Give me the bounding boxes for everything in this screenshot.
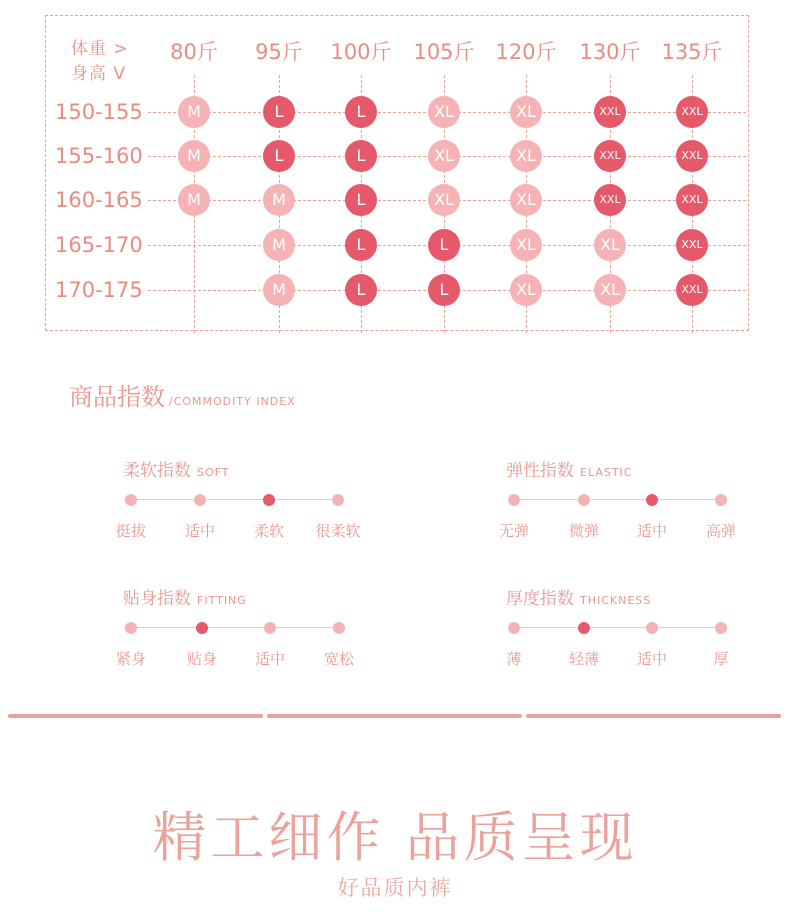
- size-badge: XXL: [594, 140, 626, 172]
- index-dot: [715, 622, 727, 634]
- size-badge: XXL: [676, 184, 708, 216]
- index-title-text: 弹性指数: [506, 461, 574, 481]
- size-badge: XXL: [676, 274, 708, 306]
- index-option-label: 厚: [713, 650, 729, 668]
- size-badge: M: [178, 96, 210, 128]
- size-badge: L: [428, 274, 460, 306]
- index-option-label: 薄: [506, 650, 522, 668]
- index-dot: [578, 494, 590, 506]
- index-option-label: 微弹: [568, 522, 600, 540]
- size-badge: L: [345, 96, 377, 128]
- weight-header: 100斤: [330, 40, 392, 64]
- size-badge: L: [345, 184, 377, 216]
- index-option-label: 无弹: [498, 522, 530, 540]
- index-option-label: 适中: [254, 650, 286, 668]
- headline: 精工细作 品质呈现: [152, 806, 638, 869]
- size-badge: XL: [428, 140, 460, 172]
- commodity-index-title: [69, 377, 296, 412]
- height-label: 160-165: [55, 188, 143, 212]
- index-option-label: 贴身: [186, 650, 218, 668]
- index-track: [131, 499, 338, 500]
- size-badge: XL: [510, 184, 542, 216]
- index-dot: [125, 622, 137, 634]
- index-dot: [715, 494, 727, 506]
- weight-header: 80斤: [170, 40, 218, 64]
- height-label: 165-170: [55, 233, 143, 257]
- index-option-label: 柔软: [253, 522, 285, 540]
- index-title-text: 贴身指数: [123, 589, 191, 609]
- index-title: [506, 584, 651, 609]
- size-badge: M: [178, 184, 210, 216]
- index-title: [123, 584, 247, 609]
- size-badge: XL: [510, 96, 542, 128]
- index-track: [131, 627, 339, 628]
- size-badge: L: [345, 274, 377, 306]
- divider-right: [526, 714, 781, 718]
- weight-header: 105斤: [413, 40, 475, 64]
- height-axis-label: 身高 V: [71, 64, 127, 84]
- size-badge: XXL: [676, 229, 708, 261]
- index-dot-selected: [196, 622, 208, 634]
- size-badge: L: [428, 229, 460, 261]
- index-option-label: 适中: [636, 650, 668, 668]
- index-dot: [508, 622, 520, 634]
- index-option-label: 轻薄: [568, 650, 600, 668]
- size-badge: M: [178, 140, 210, 172]
- index-option-label: 适中: [636, 522, 668, 540]
- index-track: [514, 627, 721, 628]
- index-dot: [194, 494, 206, 506]
- index-dot: [264, 622, 276, 634]
- index-title: [506, 456, 632, 481]
- height-label: 155-160: [55, 144, 143, 168]
- size-badge: M: [263, 184, 295, 216]
- size-badge: XL: [510, 140, 542, 172]
- index-title-sub: ELASTIC: [580, 466, 633, 479]
- height-label: 170-175: [55, 278, 143, 302]
- size-badge: XL: [510, 274, 542, 306]
- size-badge: L: [345, 140, 377, 172]
- weight-header: 120斤: [495, 40, 557, 64]
- index-dot-selected: [646, 494, 658, 506]
- commodity-index-heading: 商品指数: [69, 383, 165, 411]
- index-option-label: 紧身: [115, 650, 147, 668]
- size-chart-border: [45, 15, 749, 331]
- index-option-label: 很柔软: [315, 522, 361, 540]
- size-badge: L: [263, 96, 295, 128]
- index-title-text: 柔软指数: [123, 461, 191, 481]
- divider-middle: [267, 714, 522, 718]
- size-badge: XXL: [594, 184, 626, 216]
- weight-header: 95斤: [255, 40, 303, 64]
- divider-left: [8, 714, 263, 718]
- size-badge: XXL: [676, 140, 708, 172]
- size-badge: XL: [428, 184, 460, 216]
- commodity-index-subheading: /COMMODITY INDEX: [169, 395, 296, 408]
- size-badge: XL: [510, 229, 542, 261]
- height-label: 150-155: [55, 100, 143, 124]
- index-dot-selected: [578, 622, 590, 634]
- size-badge: M: [263, 274, 295, 306]
- size-badge: XL: [428, 96, 460, 128]
- index-title-sub: FITTING: [197, 594, 247, 607]
- size-badge: XL: [594, 229, 626, 261]
- index-option-label: 高弹: [705, 522, 737, 540]
- weight-header: 135斤: [661, 40, 723, 64]
- index-title: [123, 456, 230, 481]
- index-dot: [332, 494, 344, 506]
- index-dot: [125, 494, 137, 506]
- size-badge: XXL: [676, 96, 708, 128]
- size-badge: XXL: [594, 96, 626, 128]
- index-option-label: 宽松: [323, 650, 355, 668]
- index-option-label: 挺拔: [115, 522, 147, 540]
- size-badge: L: [263, 140, 295, 172]
- size-badge: M: [263, 229, 295, 261]
- index-dot: [508, 494, 520, 506]
- size-badge: XL: [594, 274, 626, 306]
- size-badge: L: [345, 229, 377, 261]
- index-track: [514, 499, 721, 500]
- tagline: 好品质内裤: [337, 876, 453, 900]
- index-title-sub: SOFT: [197, 466, 230, 479]
- weight-header: 130斤: [579, 40, 641, 64]
- index-title-text: 厚度指数: [506, 589, 574, 609]
- index-option-label: 适中: [184, 522, 216, 540]
- index-dot: [646, 622, 658, 634]
- weight-axis-label: 体重 >: [71, 39, 129, 59]
- index-dot-selected: [263, 494, 275, 506]
- index-dot: [333, 622, 345, 634]
- index-title-sub: THICKNESS: [580, 594, 652, 607]
